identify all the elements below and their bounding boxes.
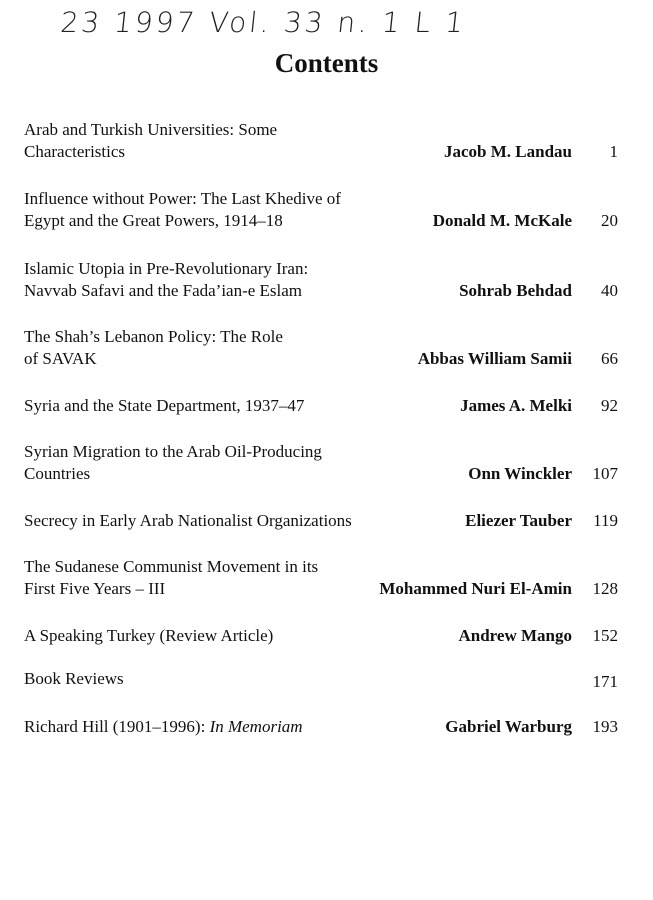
toc-entry <box>24 395 624 417</box>
entry-page-number: 20 <box>601 211 618 230</box>
entry-title-line: of SAVAK <box>24 349 97 368</box>
entry-author: Abbas William Samii <box>417 349 572 368</box>
entry-title-line: Syrian Migration to the Arab Oil-Producing <box>24 442 322 461</box>
toc-entry <box>24 668 624 690</box>
entry-title-line: Syria and the State Department, 1937–47 <box>24 396 305 415</box>
toc-entry <box>24 556 624 600</box>
entry-title-line: Secrecy in Early Arab Nationalist Organizations <box>24 511 352 530</box>
entry-page-number: 193 <box>592 717 618 736</box>
entry-title-line: Characteristics <box>24 142 126 161</box>
entry-title-line: Countries <box>24 464 91 483</box>
toc-entry <box>24 326 624 370</box>
entry-title-line: The Sudanese Communist Movement in its <box>24 557 319 576</box>
entry-author: Donald M. McKale <box>432 211 572 230</box>
entry-page-number: 152 <box>592 626 618 645</box>
entry-author: Gabriel Warburg <box>445 717 572 736</box>
entry-title-text: Richard Hill (1901–1996): <box>24 717 210 736</box>
entry-title-line: Islamic Utopia in Pre-Revolutionary Iran: <box>24 259 309 278</box>
entry-page-number: 66 <box>601 349 618 368</box>
entry-page-number: 92 <box>601 396 618 415</box>
entry-author: Mohammed Nuri El-Amin <box>379 579 572 598</box>
entry-title-line: Influence without Power: The Last Khedive of <box>24 189 341 208</box>
entry-title-line <box>24 717 303 736</box>
entry-author: Sohrab Behdad <box>459 281 572 300</box>
entry-title-italic: In Memoriam <box>209 717 303 736</box>
entry-page-number: 1 <box>609 142 618 161</box>
entry-page-number: 128 <box>592 579 618 598</box>
entry-author: Jacob M. Landau <box>444 142 572 161</box>
toc-entry <box>24 625 624 647</box>
entry-author: James A. Melki <box>460 396 572 415</box>
toc-entry <box>24 441 624 485</box>
entry-page-number: 40 <box>601 281 618 300</box>
entry-title-line: First Five Years – III <box>24 579 166 598</box>
entry-page-number: 107 <box>592 464 618 483</box>
toc-entry <box>24 119 624 163</box>
entry-title-line: Egypt and the Great Powers, 1914–18 <box>24 211 283 230</box>
toc-entry <box>24 188 624 232</box>
entry-page-number: 119 <box>593 511 618 530</box>
entry-title-line: A Speaking Turkey (Review Article) <box>24 626 274 645</box>
page-title: Contents <box>274 48 379 78</box>
toc-entry <box>24 716 624 738</box>
toc-entry <box>24 510 624 532</box>
entry-title-line: Navvab Safavi and the Fada’ian-e Eslam <box>24 281 303 300</box>
entry-title-line: The Shah’s Lebanon Policy: The Role <box>24 327 283 346</box>
entry-page-number: 171 <box>592 672 618 691</box>
entry-author: Eliezer Tauber <box>465 511 572 530</box>
entry-title-line: Arab and Turkish Universities: Some <box>24 120 278 139</box>
entry-author: Onn Winckler <box>468 464 572 483</box>
handwritten-annotation: 23 1997 Vol. 33 n. 1 L 1 <box>58 6 468 39</box>
toc-entry <box>24 258 624 302</box>
entry-title-line: Book Reviews <box>24 669 124 688</box>
entry-author: Andrew Mango <box>458 626 572 645</box>
